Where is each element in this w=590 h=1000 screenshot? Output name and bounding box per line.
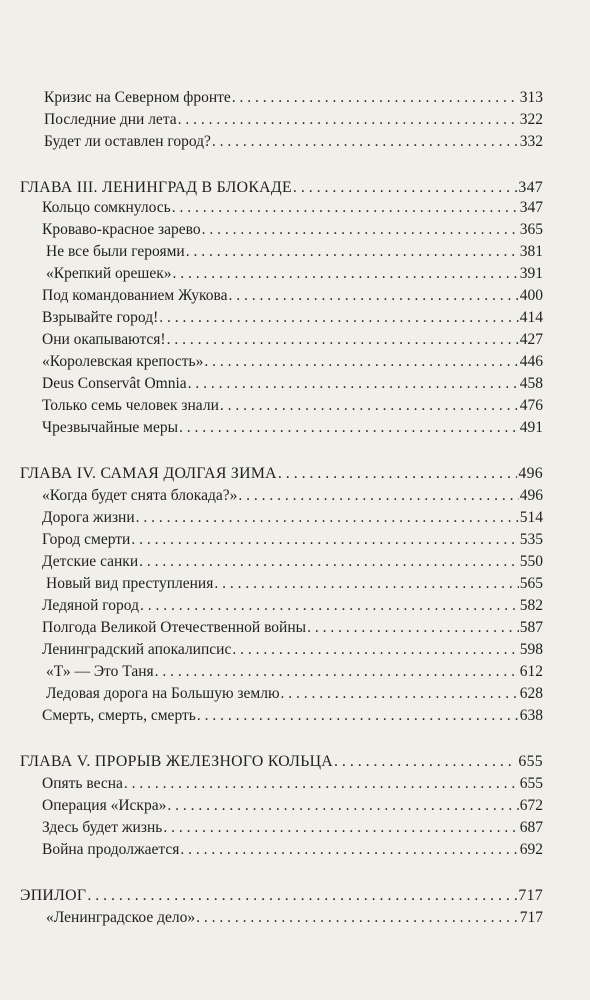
toc-entry-page: 692 (519, 841, 543, 858)
chapter-title: ГЛАВА IV. САМАЯ ДОЛГАЯ ЗИМА (20, 465, 277, 482)
toc-entry (42, 706, 543, 726)
toc-entry-page: 491 (519, 419, 543, 436)
toc-entry-page: 427 (519, 331, 543, 348)
toc-entry-page: 628 (519, 685, 543, 702)
toc-entry-title: Опять весна (42, 775, 123, 792)
toc-entry-page: 391 (519, 265, 543, 282)
toc-entry (42, 486, 543, 506)
toc-entry (42, 220, 543, 240)
leader-dots (229, 286, 519, 306)
toc-entry (46, 684, 543, 704)
leader-dots (172, 198, 519, 218)
leader-dots (197, 706, 519, 726)
leader-dots (334, 752, 517, 772)
leader-dots (202, 220, 519, 240)
toc-entry-page: 550 (519, 553, 543, 570)
toc-entry (42, 618, 543, 638)
toc-entry (42, 552, 543, 572)
leader-dots (281, 684, 519, 704)
toc-entry-page: 717 (519, 909, 543, 926)
leader-dots (131, 530, 518, 550)
toc-entry-title: Под командованием Жукова (42, 287, 228, 304)
leader-dots (180, 840, 518, 860)
toc-entry (44, 88, 543, 108)
toc-entry-title: Смерть, смерть, смерть (42, 707, 196, 724)
chapter-page: 655 (518, 753, 543, 770)
toc-entry (42, 352, 543, 372)
toc-entry (46, 662, 543, 682)
toc-entry-title: Детские санки (42, 553, 139, 570)
toc-entry-title: «Крепкий орешек» (46, 265, 172, 282)
toc-entry-page: 332 (519, 133, 543, 150)
toc-entry-title: Чрезвычайные меры (42, 419, 179, 436)
toc-entry-page: 687 (519, 819, 543, 836)
leader-dots (139, 552, 519, 572)
toc-entry (42, 818, 543, 838)
leader-dots (136, 508, 519, 528)
toc-entry-page: 655 (519, 775, 543, 792)
toc-entry-page: 612 (519, 663, 543, 680)
toc-entry (42, 774, 543, 794)
toc-entry (42, 840, 543, 860)
leader-dots (293, 178, 517, 198)
toc-entry-page: 365 (519, 221, 543, 238)
toc-entry (46, 574, 543, 594)
toc-entry-page: 313 (519, 89, 543, 106)
toc-entry-title: «Когда будет снята блокада?» (42, 487, 238, 504)
toc-entry-page: 458 (519, 375, 543, 392)
toc-entry-title: Они окапываются! (42, 331, 166, 348)
toc-entry (42, 286, 543, 306)
toc-entry-page: 638 (519, 707, 543, 724)
toc-entry-page: 414 (519, 309, 543, 326)
toc-entry (42, 508, 543, 528)
toc-entry (42, 796, 543, 816)
leader-dots (87, 886, 517, 906)
leader-dots (238, 486, 518, 506)
leader-dots (167, 796, 518, 816)
leader-dots (186, 242, 519, 262)
toc-entry-page: 476 (519, 397, 543, 414)
toc-entry (42, 308, 543, 328)
toc-entry (42, 396, 543, 416)
leader-dots (196, 908, 519, 928)
toc-entry-title: Ледяной город (42, 597, 139, 614)
toc-entry (46, 264, 543, 284)
toc-entry-title: Кризис на Северном фронте (44, 89, 231, 106)
toc-entry-title: Здесь будет жизнь (42, 819, 163, 836)
toc-entry-page: 565 (519, 575, 543, 592)
leader-dots (232, 88, 519, 108)
leader-dots (214, 574, 518, 594)
toc-entry-title: Ледовая дорога на Большую землю (46, 685, 280, 702)
toc-entry-page: 381 (519, 243, 543, 260)
toc-entry-page: 322 (519, 111, 543, 128)
toc-entry-title: «Ленинградское дело» (46, 909, 196, 926)
toc-chapter-heading (20, 886, 543, 906)
toc-chapter-heading (20, 752, 543, 772)
toc-entry-title: Кольцо сомкнулось (42, 199, 171, 216)
toc-entry (42, 374, 543, 394)
leader-dots (307, 618, 519, 638)
toc-entry-page: 347 (519, 199, 543, 216)
leader-dots (163, 818, 518, 838)
chapter-title: ГЛАВА III. ЛЕНИНГРАД В БЛОКАДЕ (20, 179, 292, 196)
toc-entry (42, 640, 543, 660)
toc-entry (44, 110, 543, 130)
toc-entry-page: 535 (519, 531, 543, 548)
leader-dots (204, 352, 518, 372)
leader-dots (232, 640, 518, 660)
toc-entry-title: Будет ли оставлен город? (44, 133, 211, 150)
toc-entry-title: Последние дни лета (44, 111, 177, 128)
toc-entry-title: Ленинградский апокалипсис (42, 641, 232, 658)
leader-dots (188, 374, 519, 394)
chapter-title: ЭПИЛОГ (20, 887, 87, 904)
chapter-page: 496 (518, 465, 543, 482)
toc-entry-page: 587 (519, 619, 543, 636)
chapter-page: 717 (518, 887, 543, 904)
leader-dots (278, 464, 518, 484)
chapter-page: 347 (518, 179, 543, 196)
toc-entry-title: «Т» — Это Таня (46, 663, 154, 680)
toc-entry (46, 242, 543, 262)
leader-dots (179, 418, 519, 438)
toc-entry-page: 400 (519, 287, 543, 304)
toc-entry (46, 908, 543, 928)
leader-dots (178, 110, 519, 130)
toc-entry-page: 446 (519, 353, 543, 370)
leader-dots (124, 774, 519, 794)
chapter-title: ГЛАВА V. ПРОРЫВ ЖЕЛЕЗНОГО КОЛЬЦА (20, 753, 334, 770)
leader-dots (159, 308, 518, 328)
toc-entry-title: Полгода Великой Отечественной войны (42, 619, 307, 636)
toc-entry-title: Дорога жизни (42, 509, 135, 526)
leader-dots (212, 132, 519, 152)
toc-entry-title: Deus Conservât Omnia (42, 375, 187, 392)
leader-dots (172, 264, 518, 284)
toc-entry (42, 530, 543, 550)
leader-dots (140, 596, 519, 616)
toc-entry-page: 496 (519, 487, 543, 504)
toc-entry-title: Только семь человек знали (42, 397, 219, 414)
leader-dots (155, 662, 519, 682)
toc-entry-title: Взрывайте город! (42, 309, 159, 326)
toc-entry-title: Война продолжается (42, 841, 180, 858)
toc-entry-title: Город смерти (42, 531, 131, 548)
toc-chapter-heading (20, 178, 543, 198)
toc-entry-title: Кроваво-красное зарево (42, 221, 201, 238)
toc-entry-title: Операция «Искра» (42, 797, 167, 814)
leader-dots (220, 396, 519, 416)
toc-entry (42, 418, 543, 438)
toc-entry-page: 598 (519, 641, 543, 658)
toc-entry (44, 132, 543, 152)
toc-entry-title: Новый вид преступления (46, 575, 214, 592)
toc-entry-page: 514 (519, 509, 543, 526)
toc-entry-title: «Королевская крепость» (42, 353, 204, 370)
toc-entry-title: Не все были героями (46, 243, 185, 260)
toc-entry-page: 672 (519, 797, 543, 814)
leader-dots (167, 330, 519, 350)
toc-entry (42, 596, 543, 616)
toc-chapter-heading (20, 464, 543, 484)
toc-entry (42, 198, 543, 218)
toc-entry-page: 582 (519, 597, 543, 614)
toc-entry (42, 330, 543, 350)
